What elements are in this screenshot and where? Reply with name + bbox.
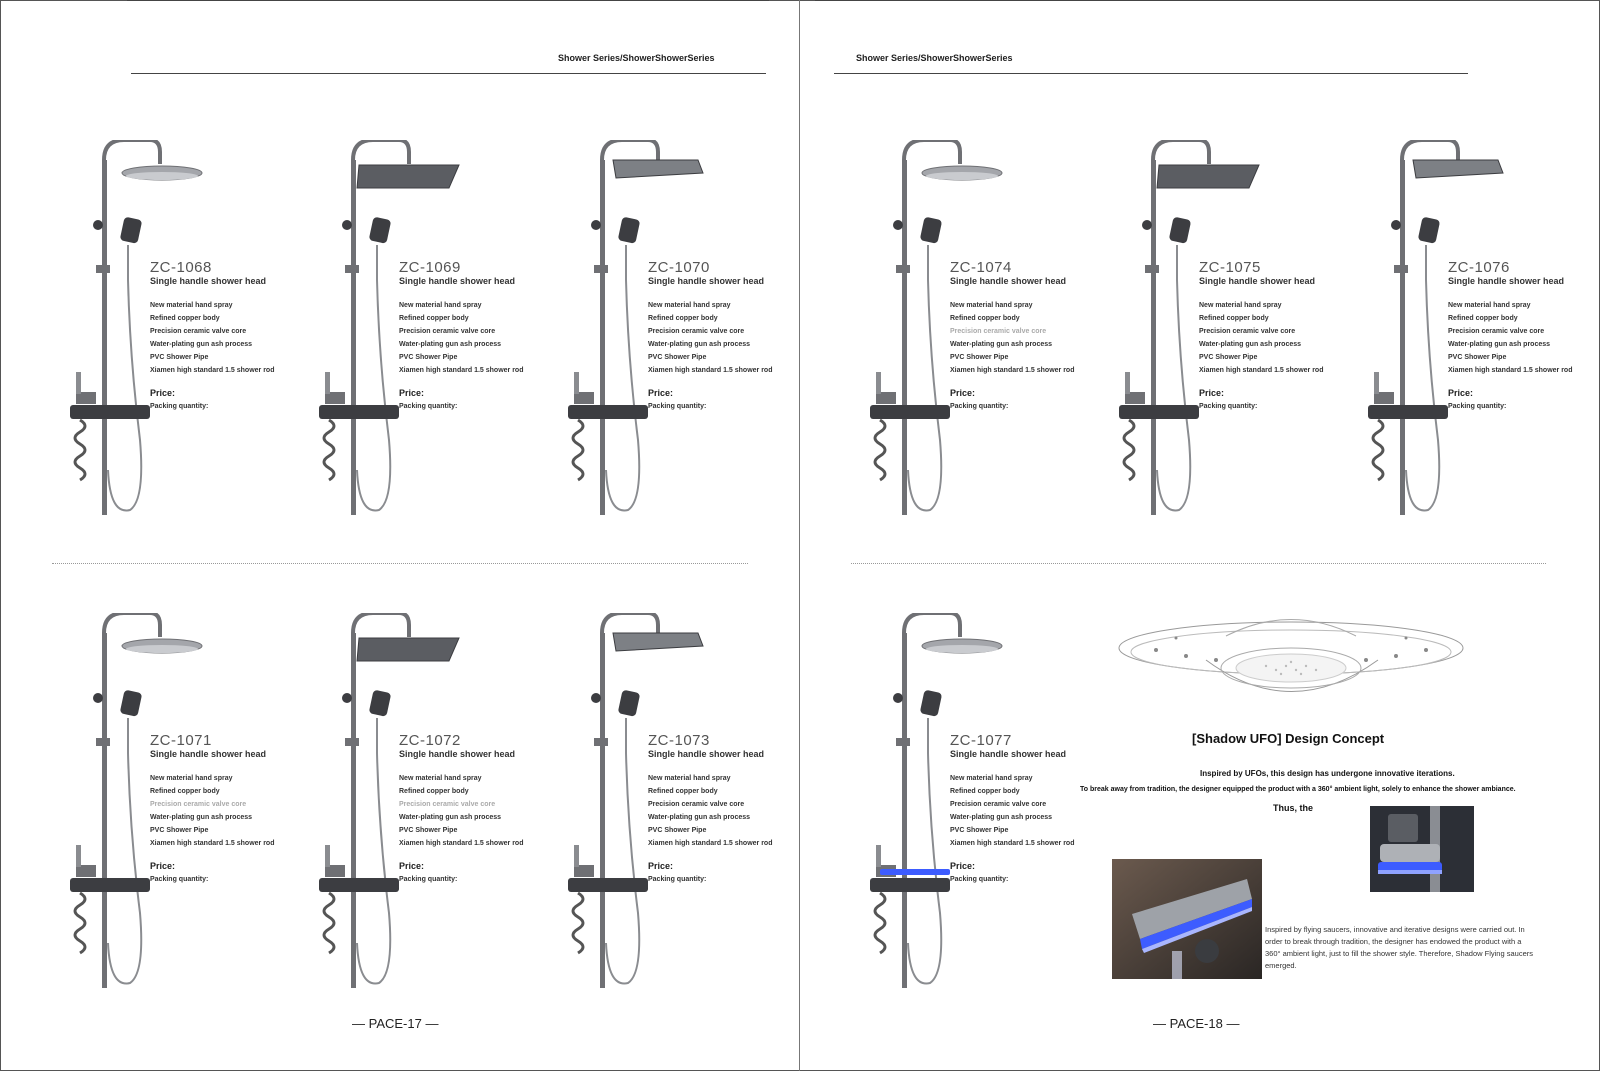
product-feature: Water-plating gun ash process	[1199, 341, 1302, 348]
product-price: Price:	[399, 388, 425, 398]
page-number-left: — PACE-17 —	[352, 1016, 439, 1031]
product-info	[950, 260, 1100, 411]
product-subtitle: Single handle shower head	[648, 749, 765, 759]
header-rule-right	[834, 73, 1468, 74]
top-rule-right	[815, 0, 1470, 1]
product-subtitle: Single handle shower head	[150, 749, 267, 759]
product-feature: New material hand spray	[950, 775, 1033, 782]
product-model: ZC-1072	[399, 732, 461, 749]
product-feature: New material hand spray	[648, 775, 731, 782]
product-feature: PVC Shower Pipe	[950, 354, 1009, 361]
product-feature: Refined copper body	[950, 788, 1020, 795]
product-feature: Water-plating gun ash process	[150, 341, 253, 348]
product-feature: Water-plating gun ash process	[1448, 341, 1551, 348]
product-feature: Precision ceramic valve core	[399, 328, 496, 335]
product-packing: Packing quantity:	[399, 403, 458, 410]
product-model: ZC-1073	[648, 732, 710, 749]
product-price: Price:	[950, 388, 976, 398]
product-feature: Precision ceramic valve core	[648, 328, 745, 335]
page-spine	[799, 0, 800, 1071]
product-feature: Water-plating gun ash process	[648, 814, 751, 821]
product-price: Price:	[648, 861, 674, 871]
product-feature: PVC Shower Pipe	[1199, 354, 1258, 361]
product-feature: New material hand spray	[399, 302, 482, 309]
product-info	[648, 733, 798, 884]
product-price: Price:	[950, 861, 976, 871]
product-feature: Refined copper body	[399, 315, 469, 322]
product-feature: Refined copper body	[1199, 315, 1269, 322]
product-feature: PVC Shower Pipe	[150, 827, 209, 834]
product-model: ZC-1069	[399, 259, 461, 276]
product-card	[1348, 140, 1598, 550]
product-feature: PVC Shower Pipe	[150, 354, 209, 361]
product-card	[850, 613, 1100, 1023]
product-feature: Refined copper body	[150, 315, 220, 322]
product-price: Price:	[1448, 388, 1474, 398]
product-feature: Xiamen high standard 1.5 shower rod	[150, 367, 275, 374]
product-feature: Refined copper body	[1448, 315, 1518, 322]
product-info	[1448, 260, 1598, 411]
product-feature: Water-plating gun ash process	[399, 341, 502, 348]
product-info	[950, 733, 1100, 884]
product-price: Price:	[399, 861, 425, 871]
product-info	[648, 260, 798, 411]
product-feature: Precision ceramic valve core	[150, 328, 247, 335]
product-feature: Xiamen high standard 1.5 shower rod	[648, 367, 773, 374]
product-model: ZC-1076	[1448, 259, 1510, 276]
product-feature: Water-plating gun ash process	[950, 341, 1053, 348]
product-feature: Water-plating gun ash process	[150, 814, 253, 821]
product-feature: Xiamen high standard 1.5 shower rod	[1448, 367, 1573, 374]
product-subtitle: Single handle shower head	[1199, 276, 1316, 286]
product-card	[50, 613, 300, 1023]
product-packing: Packing quantity:	[150, 403, 209, 410]
product-feature: Xiamen high standard 1.5 shower rod	[950, 840, 1075, 847]
product-model: ZC-1070	[648, 259, 710, 276]
product-feature: New material hand spray	[950, 302, 1033, 309]
product-feature: Precision ceramic valve core	[950, 328, 1047, 335]
product-info	[1199, 260, 1349, 411]
product-feature: PVC Shower Pipe	[399, 827, 458, 834]
product-feature: New material hand spray	[399, 775, 482, 782]
product-model: ZC-1075	[1199, 259, 1261, 276]
product-feature: Xiamen high standard 1.5 shower rod	[648, 840, 773, 847]
product-feature: Xiamen high standard 1.5 shower rod	[950, 367, 1075, 374]
product-feature: New material hand spray	[648, 302, 731, 309]
product-feature: Xiamen high standard 1.5 shower rod	[1199, 367, 1324, 374]
product-packing: Packing quantity:	[648, 876, 707, 883]
product-subtitle: Single handle shower head	[399, 749, 516, 759]
product-card	[299, 613, 549, 1023]
concept-line-1: Inspired by UFOs, this design has undergone innovative iterations.	[1200, 769, 1455, 778]
product-subtitle: Single handle shower head	[150, 276, 267, 286]
product-packing: Packing quantity:	[1448, 403, 1507, 410]
product-feature: New material hand spray	[150, 775, 233, 782]
product-feature: Refined copper body	[950, 315, 1020, 322]
product-feature: Xiamen high standard 1.5 shower rod	[150, 840, 275, 847]
product-feature: Refined copper body	[399, 788, 469, 795]
product-info	[150, 260, 300, 411]
product-feature: Precision ceramic valve core	[399, 801, 496, 808]
product-feature: Refined copper body	[648, 315, 718, 322]
header-right: Shower Series/ShowerShowerSeries	[856, 53, 1013, 63]
product-subtitle: Single handle shower head	[950, 749, 1067, 759]
product-feature: Precision ceramic valve core	[150, 801, 247, 808]
product-info	[150, 733, 300, 884]
concept-paragraph: Inspired by flying saucers, innovative and iterative designs were carried out. In order to break through tradition, the designer has endowed the product with a 360° ambient light, just to fill the shower style. Therefore, Shadow Flying saucers emerged.	[1265, 925, 1533, 970]
product-model: ZC-1068	[150, 259, 212, 276]
product-feature: Refined copper body	[150, 788, 220, 795]
product-price: Price:	[150, 388, 176, 398]
product-feature: Precision ceramic valve core	[648, 801, 745, 808]
product-feature: PVC Shower Pipe	[1448, 354, 1507, 361]
product-subtitle: Single handle shower head	[648, 276, 765, 286]
product-card	[850, 140, 1100, 550]
product-feature: Xiamen high standard 1.5 shower rod	[399, 840, 524, 847]
product-subtitle: Single handle shower head	[950, 276, 1067, 286]
product-feature: Refined copper body	[648, 788, 718, 795]
product-price: Price:	[648, 388, 674, 398]
product-info	[399, 733, 549, 884]
product-card	[548, 613, 798, 1023]
product-subtitle: Single handle shower head	[1448, 276, 1565, 286]
product-card	[1099, 140, 1349, 550]
product-price: Price:	[150, 861, 176, 871]
concept-title: [Shadow UFO] Design Concept	[1192, 731, 1385, 746]
product-info	[399, 260, 549, 411]
page-number-right: — PACE-18 —	[1153, 1016, 1240, 1031]
ambient-light-photo	[1370, 806, 1474, 892]
product-packing: Packing quantity:	[950, 403, 1009, 410]
product-feature: Water-plating gun ash process	[950, 814, 1053, 821]
product-feature: PVC Shower Pipe	[648, 354, 707, 361]
product-feature: Xiamen high standard 1.5 shower rod	[399, 367, 524, 374]
product-packing: Packing quantity:	[950, 876, 1009, 883]
concept-line-3: Thus, the	[1273, 803, 1313, 813]
divider-left	[52, 563, 748, 564]
product-feature: PVC Shower Pipe	[648, 827, 707, 834]
product-feature: PVC Shower Pipe	[399, 354, 458, 361]
product-feature: New material hand spray	[1448, 302, 1531, 309]
product-packing: Packing quantity:	[1199, 403, 1258, 410]
product-feature: Precision ceramic valve core	[1199, 328, 1296, 335]
product-price: Price:	[1199, 388, 1225, 398]
product-subtitle: Single handle shower head	[399, 276, 516, 286]
product-feature: New material hand spray	[150, 302, 233, 309]
concept-line-2: To break away from tradition, the designer equipped the product with a 360° ambient light, solely to enhance the shower ambiance.	[1080, 786, 1516, 793]
header-rule-left	[131, 73, 766, 74]
product-packing: Packing quantity:	[399, 876, 458, 883]
product-model: ZC-1071	[150, 732, 212, 749]
header-left: Shower Series/ShowerShowerSeries	[558, 53, 715, 63]
product-packing: Packing quantity:	[150, 876, 209, 883]
product-card	[548, 140, 798, 550]
product-feature: Precision ceramic valve core	[1448, 328, 1545, 335]
divider-right	[851, 563, 1546, 564]
product-feature: PVC Shower Pipe	[950, 827, 1009, 834]
product-card	[299, 140, 549, 550]
product-card	[50, 140, 300, 550]
product-feature: Water-plating gun ash process	[648, 341, 751, 348]
top-rule-left	[127, 0, 769, 1]
product-feature: Precision ceramic valve core	[950, 801, 1047, 808]
product-feature: New material hand spray	[1199, 302, 1282, 309]
product-model: ZC-1077	[950, 732, 1012, 749]
product-model: ZC-1074	[950, 259, 1012, 276]
product-packing: Packing quantity:	[648, 403, 707, 410]
ufo-sketch	[1116, 608, 1466, 718]
product-light-photo	[1112, 859, 1262, 979]
product-feature: Water-plating gun ash process	[399, 814, 502, 821]
